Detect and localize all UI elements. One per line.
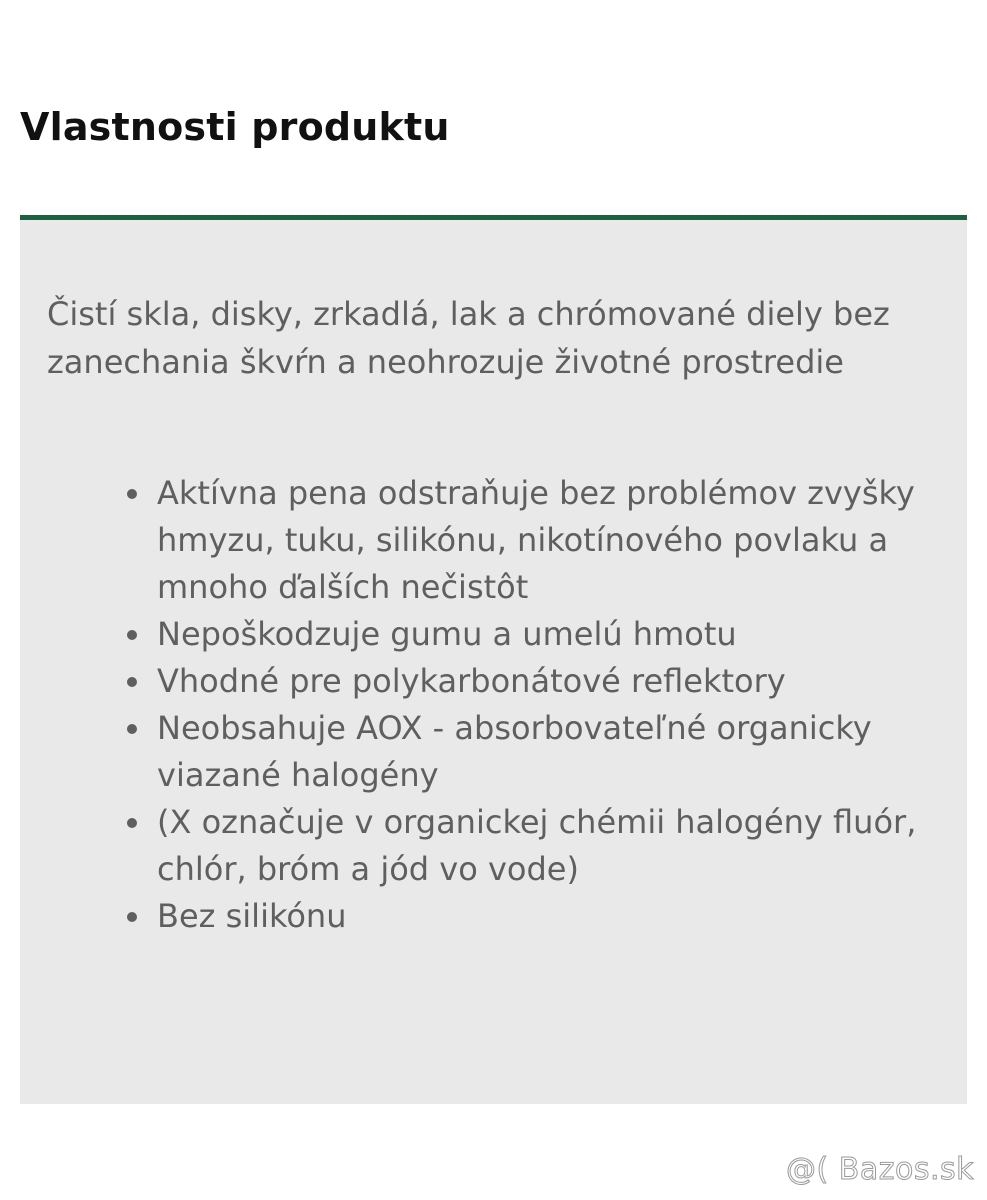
feature-item bbox=[157, 799, 947, 893]
feature-list bbox=[157, 470, 947, 940]
feature-item bbox=[157, 893, 947, 940]
feature-item bbox=[157, 705, 947, 799]
bullet-icon bbox=[127, 630, 137, 640]
bullet-icon bbox=[127, 724, 137, 734]
feature-text: Neobsahuje AOX - absorbovateľné organicky viazané halogény bbox=[157, 709, 872, 794]
bullet-icon bbox=[127, 912, 137, 922]
product-description: Čistí skla, disky, zrkadlá, lak a chrómované diely bez zanechania škvŕn a neohrozuje životné prostredie bbox=[47, 295, 890, 381]
feature-text: (X označuje v organickej chémii halogény fluór, chlór, bróm a jód vo vode) bbox=[157, 803, 917, 888]
feature-item bbox=[157, 658, 947, 705]
feature-item bbox=[157, 611, 947, 658]
feature-text: Nepoškodzuje gumu a umelú hmotu bbox=[157, 615, 737, 653]
feature-text: Vhodné pre polykarbonátové reflektory bbox=[157, 662, 786, 700]
bullet-icon bbox=[127, 677, 137, 687]
bullet-icon bbox=[127, 489, 137, 499]
bazos-watermark: @( Bazos.sk bbox=[786, 1152, 974, 1187]
product-properties-panel bbox=[20, 215, 967, 1104]
feature-item bbox=[157, 470, 947, 611]
feature-text: Aktívna pena odstraňuje bez problémov zvyšky hmyzu, tuku, silikónu, nikotínového povlaku a mnoho ďalších nečistôt bbox=[157, 474, 915, 606]
page-title: Vlastnosti produktu bbox=[20, 105, 450, 149]
bullet-icon bbox=[127, 818, 137, 828]
feature-text: Bez silikónu bbox=[157, 897, 347, 935]
